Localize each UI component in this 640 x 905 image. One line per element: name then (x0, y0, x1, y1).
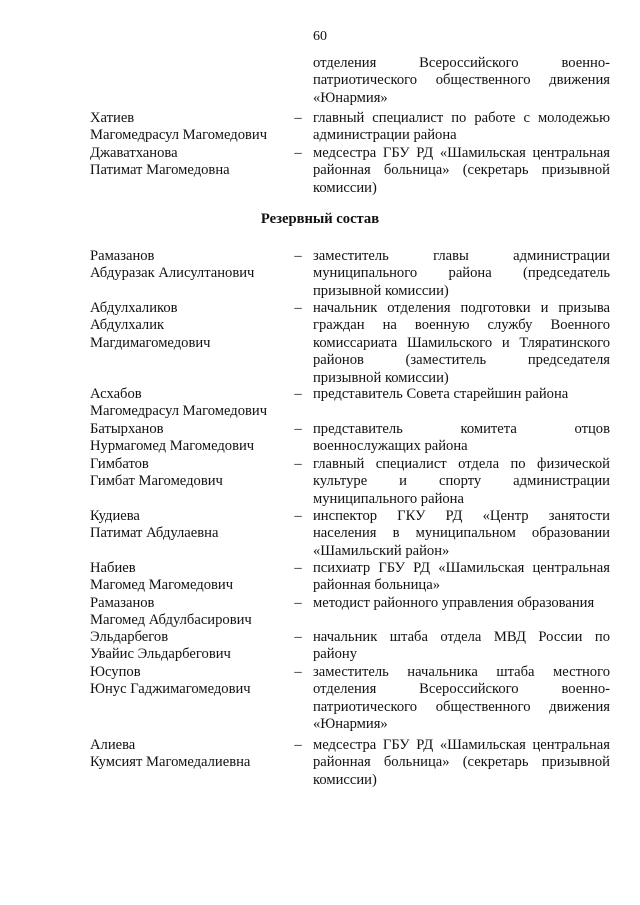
given-names: Патимат Магомедовна (90, 162, 230, 179)
given-names: Абдулхалик (90, 317, 165, 334)
dash-separator: – (294, 664, 302, 680)
member-position (313, 110, 610, 145)
text-line: медсестра ГБУ РД «Шамильская центральная (313, 737, 610, 753)
given-names: Юнус Гаджимагомедович (90, 681, 251, 698)
member-position (313, 145, 610, 197)
dash-separator: – (294, 629, 302, 645)
text-line: «Юнармия» (313, 89, 388, 106)
member-position (313, 737, 610, 789)
surname: Алиева (90, 737, 136, 753)
top-fragment-text (313, 55, 610, 107)
patronymic: Магдимагомедович (90, 334, 211, 351)
text-line: военнослужащих района (313, 438, 468, 455)
member-name (90, 456, 290, 491)
dash-separator: – (294, 110, 302, 126)
surname: Абдулхаликов (90, 300, 178, 316)
surname: Рамазанов (90, 248, 155, 264)
member-name (90, 300, 290, 352)
dash-separator: – (294, 508, 302, 524)
surname: Набиев (90, 560, 136, 576)
member-position (313, 456, 610, 508)
text-line: главный специалист по работе с молодежью (313, 110, 610, 126)
dash-separator: – (294, 248, 302, 264)
member-name (90, 508, 290, 543)
member-name (90, 595, 290, 630)
text-line: заместитель начальника штаба местного (313, 664, 610, 680)
given-names: Магомед Абдулбасирович (90, 612, 252, 629)
given-names: Гимбат Магомедович (90, 473, 223, 490)
text-line: главный специалист отдела по физической (313, 456, 610, 472)
text-line: районная больница» (секретарь призывной (313, 162, 610, 179)
given-names: Увайис Эльдарбегович (90, 646, 231, 663)
text-line: психиатр ГБУ РД «Шамильская центральная (313, 560, 610, 576)
member-position (313, 386, 610, 403)
text-line: отделения Всероссийского военно- (313, 55, 610, 71)
dash-separator: – (294, 595, 302, 611)
text-line: медсестра ГБУ РД «Шамильская центральная (313, 145, 610, 161)
member-name (90, 110, 290, 145)
member-position (313, 300, 610, 387)
surname: Батырханов (90, 421, 164, 437)
member-name (90, 560, 290, 595)
text-line: «Юнармия» (313, 716, 388, 733)
dash-separator: – (294, 300, 302, 316)
text-line: представитель Совета старейшин района (313, 386, 569, 402)
text-line: районная больница» (313, 577, 441, 594)
surname: Асхабов (90, 386, 142, 402)
member-name (90, 248, 290, 283)
text-line: комиссариата Шамильского и Тляратинского (313, 334, 610, 351)
text-line: районов (заместитель председателя (313, 352, 610, 369)
given-names: Магомедрасул Магомедович (90, 127, 268, 144)
member-position (313, 560, 610, 595)
member-name (90, 386, 290, 421)
text-line: патриотического общественного движения (313, 698, 610, 715)
text-line: граждан на военную службу Военного (313, 317, 610, 334)
surname: Кудиева (90, 508, 140, 524)
dash-separator: – (294, 145, 302, 161)
member-name (90, 737, 290, 772)
text-line: населения в муниципальном образовании (313, 525, 610, 542)
text-line: району (313, 646, 357, 663)
text-line: отделения Всероссийского военно- (313, 681, 610, 698)
text-line: «Шамильский район» (313, 542, 450, 559)
given-names: Абдуразак Алисултанович (90, 265, 255, 282)
dash-separator: – (294, 737, 302, 753)
text-line: начальник отделения подготовки и призыва (313, 300, 610, 316)
surname: Рамазанов (90, 595, 155, 611)
text-line: заместитель главы администрации (313, 248, 610, 264)
dash-separator: – (294, 456, 302, 472)
surname: Юсупов (90, 664, 141, 680)
text-line: муниципального района (313, 490, 464, 507)
surname: Эльдарбегов (90, 629, 169, 645)
text-line: представитель комитета отцов (313, 421, 610, 437)
given-names: Патимат Абдулаевна (90, 525, 219, 542)
reserve-heading: Резервный состав (260, 211, 380, 227)
member-position (313, 508, 610, 560)
member-name (90, 145, 290, 180)
text-line: призывной комиссии) (313, 282, 449, 299)
text-line: культуре и спорту администрации (313, 473, 610, 490)
given-names: Кумсият Магомедалиевна (90, 754, 251, 771)
member-name (90, 629, 290, 664)
surname: Джаватханова (90, 145, 178, 161)
text-line: комиссии) (313, 771, 377, 788)
text-line: комиссии) (313, 179, 377, 196)
text-line: инспектор ГКУ РД «Центр занятости (313, 508, 610, 524)
surname: Гимбатов (90, 456, 149, 472)
member-position (313, 248, 610, 300)
text-line: администрации района (313, 127, 457, 144)
text-line: методист районного управления образования (313, 595, 595, 611)
text-line: патриотического общественного движения (313, 72, 610, 89)
given-names: Магомедрасул Магомедович (90, 403, 268, 420)
member-position (313, 595, 610, 612)
dash-separator: – (294, 421, 302, 437)
page-number: 60 (313, 29, 327, 44)
member-name (90, 664, 290, 699)
dash-separator: – (294, 386, 302, 402)
given-names: Нурмагомед Магомедович (90, 438, 255, 455)
text-line: призывной комиссии) (313, 369, 449, 386)
text-line: муниципального района (председатель (313, 265, 610, 282)
text-line: районная больница» (секретарь призывной (313, 754, 610, 771)
dash-separator: – (294, 560, 302, 576)
member-name (90, 421, 290, 456)
member-position (313, 664, 610, 734)
text-line: начальник штаба отдела МВД России по (313, 629, 610, 645)
member-position (313, 629, 610, 664)
given-names: Магомед Магомедович (90, 577, 234, 594)
surname: Хатиев (90, 110, 135, 126)
member-position (313, 421, 610, 456)
